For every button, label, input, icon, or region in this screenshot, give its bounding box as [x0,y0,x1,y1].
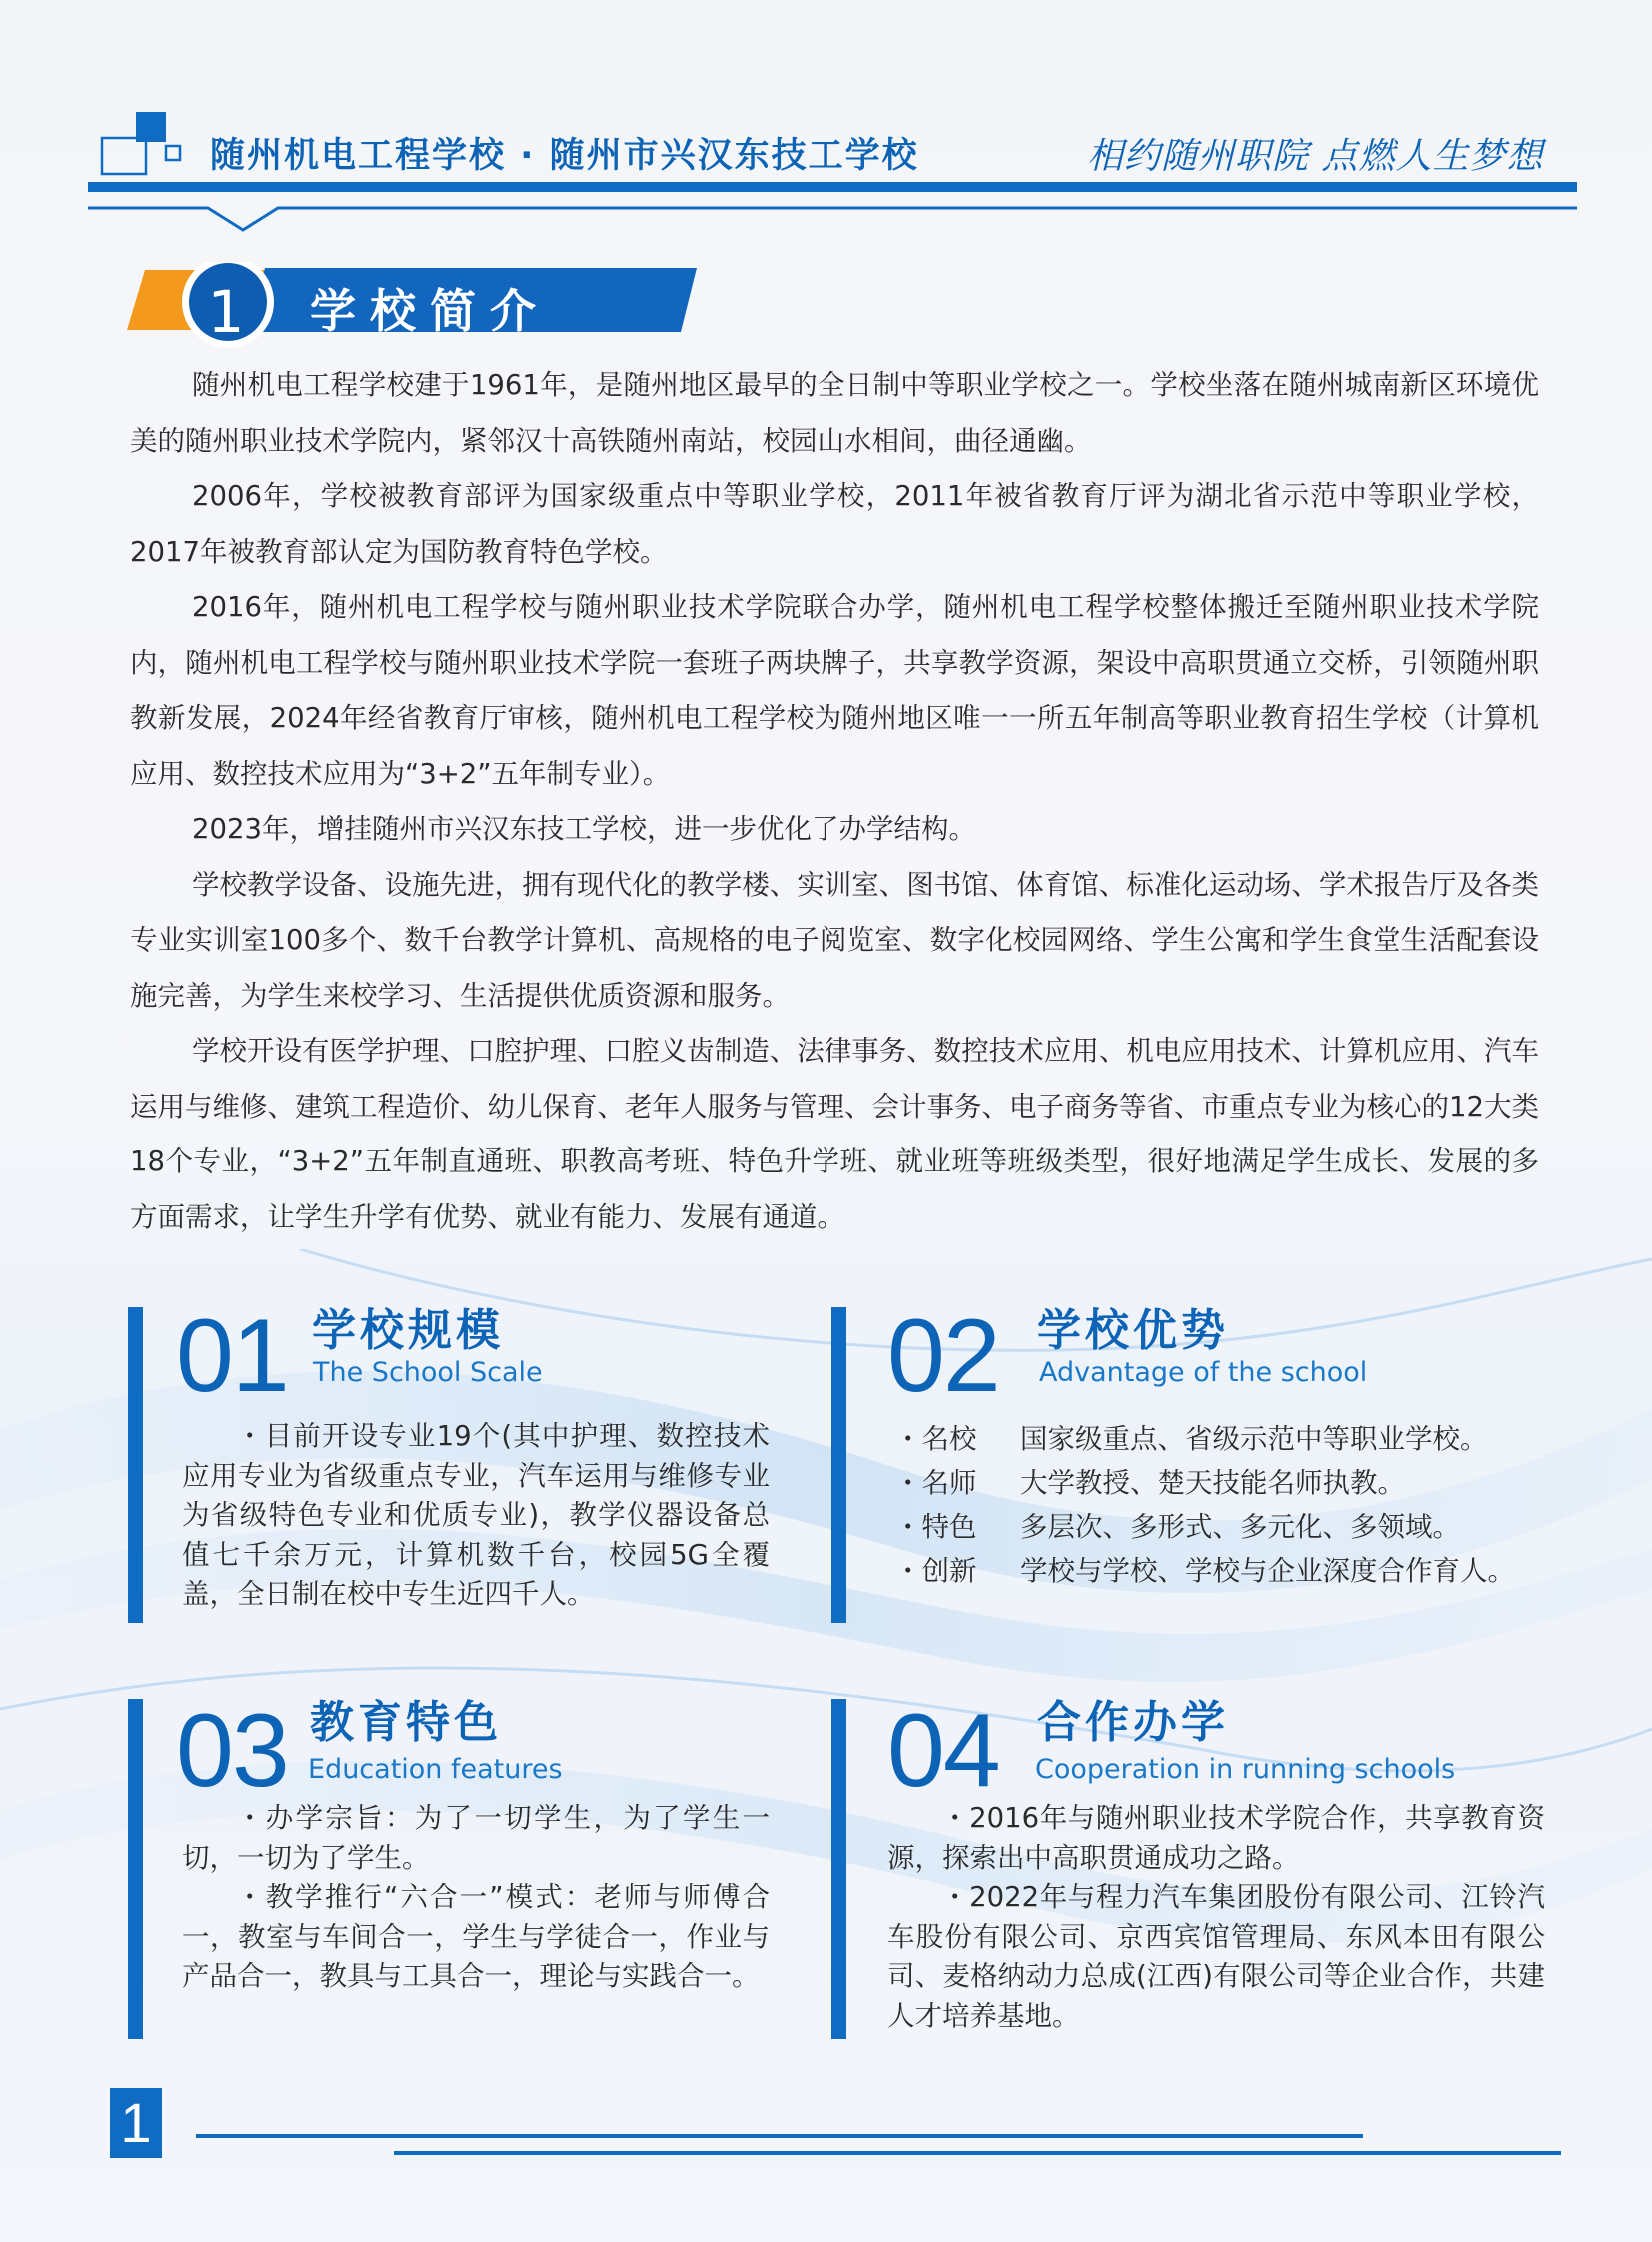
block-02-title: 学校优势 [1037,1305,1229,1356]
list-item-value: 国家级重点、省级示范中等职业学校。 [1020,1423,1488,1455]
header-slogan: 相约随州职院 点燃人生梦想 [1087,136,1544,177]
list-item-key: ・名师 [894,1467,977,1499]
block-03-text [182,1799,770,1997]
block-02-list [894,1417,1554,1593]
header-divider [88,182,1577,238]
page-number: 1 [110,2088,162,2158]
list-item [894,1461,1554,1505]
intro-paragraph: 2006年，学校被教育部评为国家级重点中等职业学校，2011年被省教育厅评为湖北省示范中等职业学校，2017年被教育部认定为国防教育特色学校。 [130,480,1539,568]
block-01-bar [128,1307,143,1623]
block-04-paragraph: ・2016年与随州职业技术学院合作，共享教育资源，探索出中高职贯通成功之路。 [887,1802,1545,1874]
intro-paragraph: 学校教学设备、设施先进，拥有现代化的教学楼、实训室、图书馆、体育馆、标准化运动场、学术报告厅及各类专业实训室100多个、数千台教学计算机、高规格的电子阅览室、数字化校园网络、学生公寓和学生食堂生活配套设施完善，为学生来校学习、生活提供优质资源和服务。 [130,868,1539,1012]
intro-paragraph: 学校开设有医学护理、口腔护理、口腔义齿制造、法律事务、数控技术应用、机电应用技术、计算机应用、汽车运用与维修、建筑工程造价、幼儿保育、老年人服务与管理、会计事务、电子商务等省、市重点专业为核心的12大类18个专业，“3+2”五年制直通班、职教高考班、特色升学班、就业班等班级类型，很好地满足学生成长、发展的多方面需求，让学生升学有优势、就业有能力、发展有通道。 [130,1035,1539,1233]
block-04-number: 04 [887,1693,999,1809]
block-02-subtitle: Advantage of the school [1039,1357,1368,1388]
block-03-bar [128,1699,143,2039]
block-04-bar [831,1699,846,2039]
block-01-subtitle: The School Scale [313,1357,543,1388]
block-02-number: 02 [887,1298,999,1414]
list-item [894,1505,1554,1549]
section-number: 1 [207,278,245,346]
intro-paragraph: 2023年，增挂随州市兴汉东技工学校，进一步优化了办学结构。 [192,813,976,845]
intro-paragraph: 2016年，随州机电工程学校与随州职业技术学院联合办学，随州机电工程学校整体搬迁至随州职业技术学院内，随州机电工程学校与随州职业技术学院一套班子两块牌子，共享教学资源，架设中高职贯通立交桥，引领随州职教新发展，2024年经省教育厅审核，随州机电工程学校为随州地区唯一一所五年制高等职业教育招生学校（计算机应用、数控技术应用为“3+2”五年制专业）。 [130,591,1539,790]
block-04-subtitle: Cooperation in running schools [1035,1754,1456,1785]
block-03-subtitle: Education features [308,1754,563,1785]
footer-rule-lower [394,2151,1561,2155]
block-04-title: 合作办学 [1037,1697,1229,1748]
list-item-key: ・创新 [894,1555,977,1587]
block-01-text [182,1417,770,1615]
list-item-value: 多层次、多形式、多元化、多领域。 [1020,1511,1460,1543]
footer-rule-upper [196,2134,1363,2138]
list-item-key: ・名校 [894,1423,977,1455]
block-03-number: 03 [176,1693,288,1809]
block-01-number: 01 [176,1298,288,1414]
list-item [894,1549,1554,1593]
list-item [894,1417,1554,1461]
block-04-text [887,1799,1545,2036]
list-item-value: 大学教授、楚天技能名师执教。 [1020,1467,1405,1499]
block-03-paragraph: ・教学推行“六合一”模式：老师与师傅合一，教室与车间合一，学生与学徒合一，作业与产品合一，教具与工具合一，理论与实践合一。 [182,1881,770,1992]
block-02-bar [831,1307,846,1623]
block-03-title: 教育特色 [310,1697,502,1748]
block-04-paragraph: ・2022年与程力汽车集团股份有限公司、江铃汽车股份有限公司、京西宾馆管理局、东风本田有限公司、麦格纳动力总成(江西)有限公司等企业合作，共建人才培养基地。 [887,1881,1545,2032]
block-01-paragraph: ・目前开设专业19个(其中护理、数控技术应用专业为省级重点专业，汽车运用与维修专业为省级特色专业和优质专业)，教学仪器设备总值七千余万元，计算机数千台，校园5G全覆盖，全日制在校中专生近四千人。 [182,1420,770,1610]
block-01-title: 学校规模 [312,1305,504,1356]
intro-paragraph: 随州机电工程学校建于1961年，是随州地区最早的全日制中等职业学校之一。学校坐落在随州城南新区环境优美的随州职业技术学院内，紧邻汉十高铁随州南站，校园山水相间，曲径通幽。 [130,369,1539,457]
block-03-paragraph: ・办学宗旨：为了一切学生，为了学生一切，一切为了学生。 [182,1802,770,1874]
intro-text [130,358,1539,1245]
list-item-value: 学校与学校、学校与企业深度合作育人。 [1020,1555,1515,1587]
header-school-names: 随州机电工程学校 · 随州市兴汉东技工学校 [210,136,919,176]
list-item-key: ・特色 [894,1511,977,1543]
header-logo-icon [100,108,190,178]
section-title: 学校简介 [310,284,550,338]
